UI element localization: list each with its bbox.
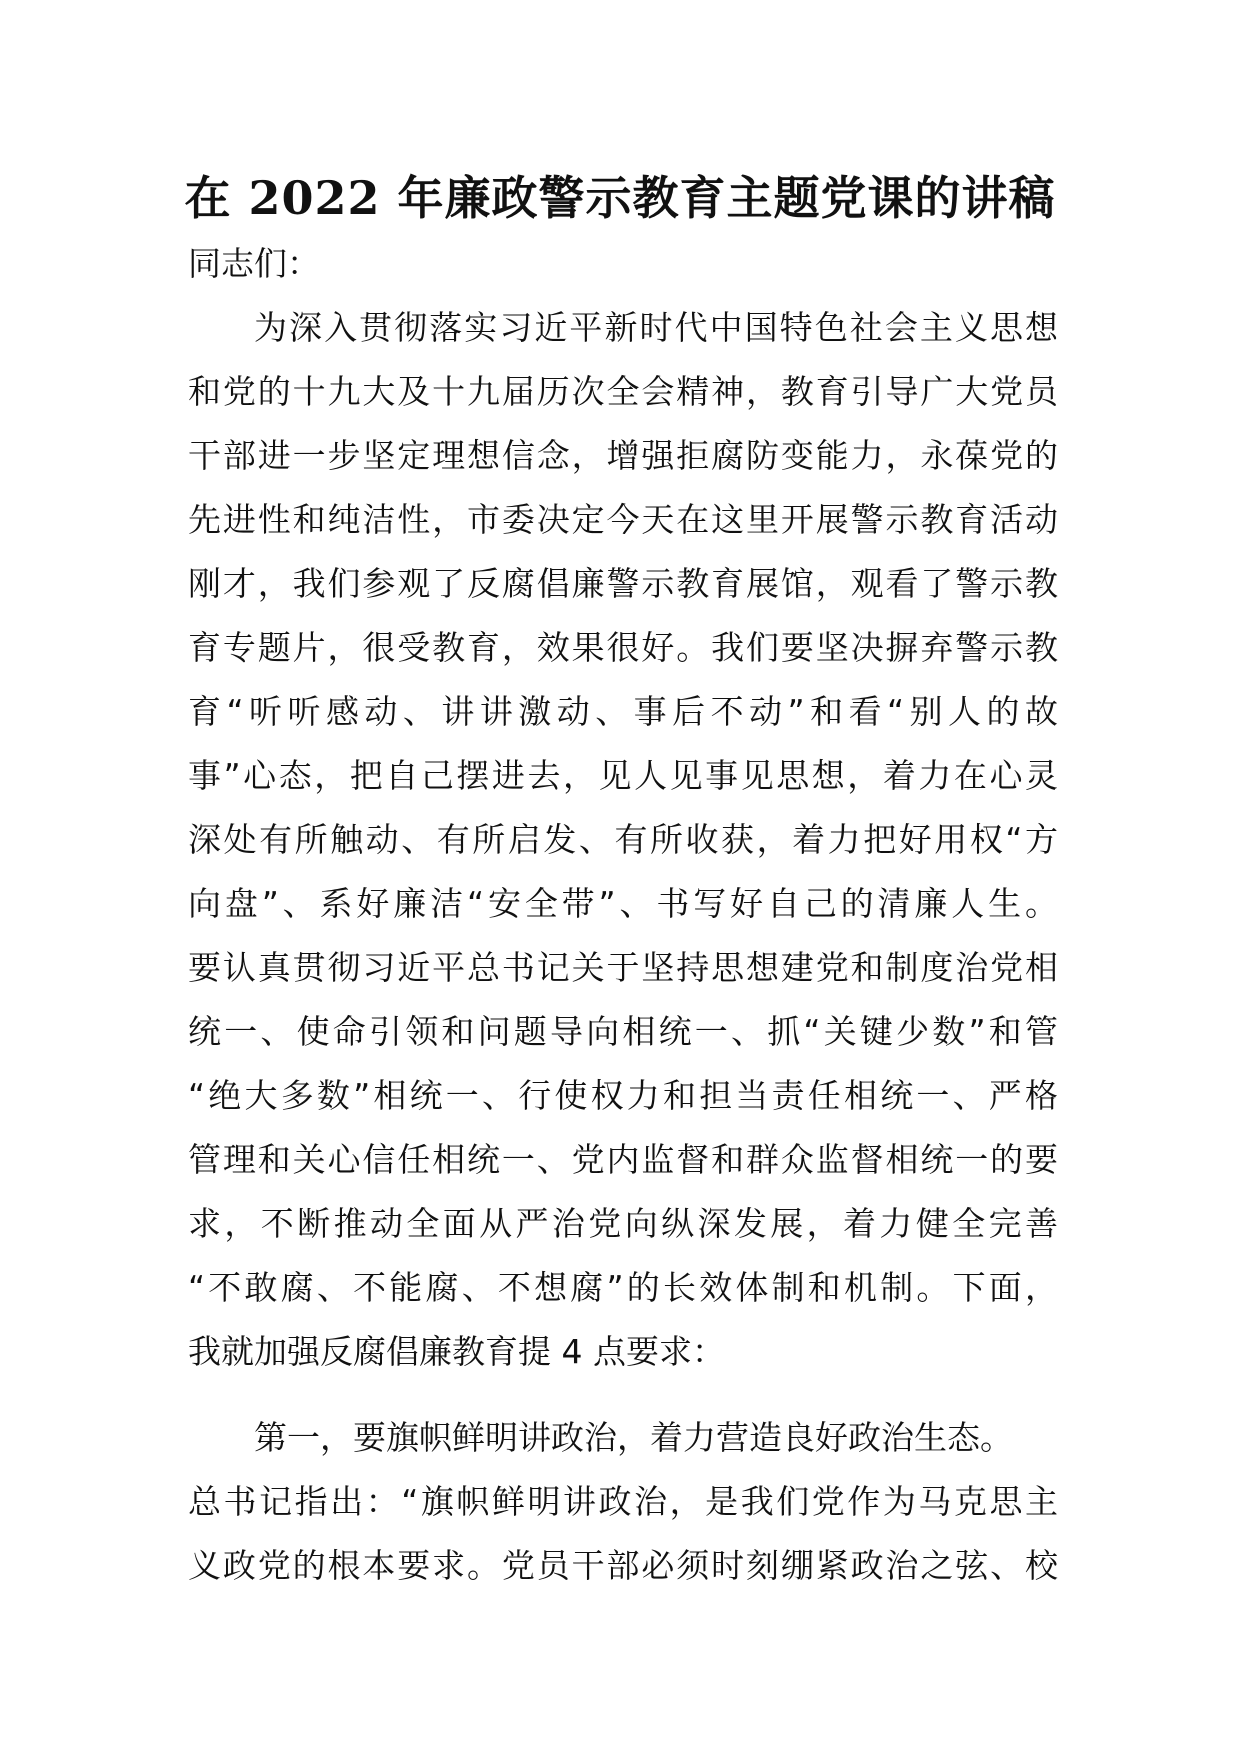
paragraph-line: 为深入贯彻落实习近平新时代中国特色社会主义思想 xyxy=(254,308,1058,347)
paragraph-line: 要认真贯彻习近平总书记关于坚持思想建党和制度治党相 xyxy=(188,948,1058,987)
paragraph-line: 深处有所触动、有所启发、有所收获，着力把好用权“方 xyxy=(188,820,1058,859)
salutation-line: 同志们： xyxy=(188,244,320,283)
paragraph-line: 管理和关心信任相统一、党内监督和群众监督相统一的要 xyxy=(188,1140,1058,1179)
paragraph-line: 统一、使命引领和问题导向相统一、抓“关键少数”和管 xyxy=(188,1012,1058,1051)
paragraph-line: 向盘”、系好廉洁“安全带”、书写好自己的清廉人生。 xyxy=(188,884,1058,923)
paragraph-line: “绝大多数”相统一、行使权力和担当责任相统一、严格 xyxy=(188,1076,1058,1115)
paragraph-line: 刚才，我们参观了反腐倡廉警示教育展馆，观看了警示教 xyxy=(188,564,1058,603)
paragraph-line: 干部进一步坚定理想信念，增强拒腐防变能力，永葆党的 xyxy=(188,436,1058,475)
paragraph-line: 总书记指出：“旗帜鲜明讲政治，是我们党作为马克思主 xyxy=(188,1482,1058,1521)
paragraph-line: 求，不断推动全面从严治党向纵深发展，着力健全完善 xyxy=(188,1204,1058,1243)
paragraph-line: 先进性和纯洁性，市委决定今天在这里开展警示教育活动 xyxy=(188,500,1058,539)
paragraph-line: 和党的十九大及十九届历次全会精神，教育引导广大党员 xyxy=(188,372,1058,411)
document-title: 在 2022 年廉政警示教育主题党课的讲稿 xyxy=(184,171,1056,225)
paragraph-line: 育专题片，很受教育，效果很好。我们要坚决摒弃警示教 xyxy=(188,628,1058,667)
paragraph-line: 事”心态，把自己摆进去，见人见事见思想，着力在心灵 xyxy=(188,756,1058,795)
paragraph-line: “不敢腐、不能腐、不想腐”的长效体制和机制。下面， xyxy=(188,1268,1058,1307)
paragraph-line: 育“听听感动、讲讲激动、事后不动”和看“别人的故 xyxy=(188,692,1058,731)
section-heading-line: 第一，要旗帜鲜明讲政治，着力营造良好政治生态。 xyxy=(254,1418,1013,1457)
paragraph-line: 义政党的根本要求。党员干部必须时刻绷紧政治之弦、校 xyxy=(188,1546,1058,1585)
paragraph-line: 我就加强反腐倡廉教育提 4 点要求： xyxy=(188,1332,725,1371)
